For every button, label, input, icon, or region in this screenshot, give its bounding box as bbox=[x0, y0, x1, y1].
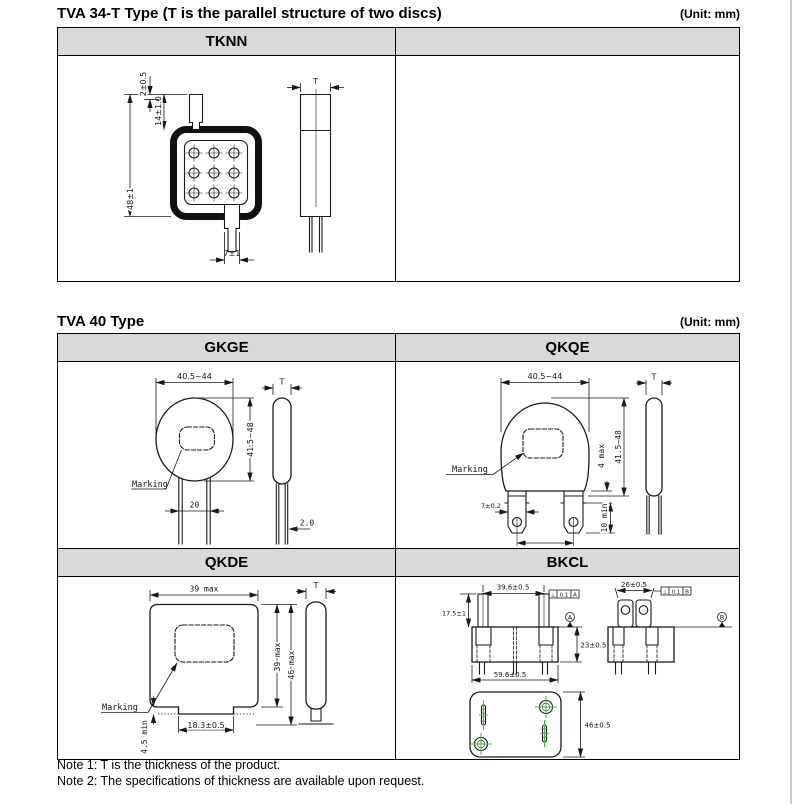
gkge-marking-area bbox=[180, 427, 215, 450]
qkqe-dim-tab-exposed: 10 min bbox=[600, 503, 609, 533]
qkqe-marking-area bbox=[523, 429, 563, 458]
qkde-side-outline bbox=[306, 602, 326, 709]
table2-header-row2 bbox=[58, 548, 739, 577]
gkge-dim-lead-spacing: 20 bbox=[189, 500, 200, 510]
qkqe-dim-width: 40.5~44 bbox=[527, 372, 563, 381]
bkcl-front-dimensions bbox=[442, 584, 606, 684]
cell-tknn-drawing bbox=[58, 56, 396, 281]
qkqe-dim-height: 41.5~48 bbox=[614, 430, 623, 464]
bkcl-tol-value-b: 0.1 bbox=[671, 589, 681, 596]
header-cell-bkcl: BKCL bbox=[546, 554, 589, 571]
bkcl-side-tab-hole-right bbox=[639, 606, 648, 615]
table2-body-row1 bbox=[58, 362, 739, 548]
qkqe-outline-drawing bbox=[396, 362, 739, 548]
tknn-front-view bbox=[174, 95, 259, 252]
table-tva40 bbox=[57, 333, 740, 760]
tknn-dim-tab-length: 14±1.0 bbox=[154, 96, 163, 126]
qkqe-dim-epoxy: 4 max bbox=[597, 443, 606, 469]
bkcl-dim-tab-height: 17.5±1 bbox=[441, 609, 466, 618]
cell-qkde-drawing bbox=[58, 577, 396, 759]
tknn-dim-thickness: T bbox=[313, 77, 318, 86]
table1-title: TVA 34-T Type (T is the parallel structure of two discs) bbox=[57, 5, 442, 22]
table2-unit-label: (Unit: mm) bbox=[680, 315, 740, 329]
gkge-side-view bbox=[262, 378, 314, 545]
bkcl-bottom-view bbox=[470, 692, 610, 757]
bkcl-outline-drawing bbox=[396, 577, 739, 759]
qkde-marking-label: Marking bbox=[102, 703, 138, 713]
qkde-dim-total-height: 46 max bbox=[287, 650, 296, 680]
bkcl-tolerance-frame-a bbox=[544, 590, 579, 599]
header-cell-tknn: TKNN bbox=[58, 28, 396, 55]
cell-qkqe-drawing bbox=[396, 362, 739, 548]
qkde-dim-width: 39 max bbox=[189, 584, 219, 594]
qkde-outline-drawing bbox=[58, 577, 396, 759]
cell-bkcl-drawing bbox=[396, 577, 739, 759]
table1-unit-label: (Unit: mm) bbox=[680, 7, 740, 21]
qkde-front-view bbox=[150, 605, 258, 715]
bkcl-dim-tab-pitch: 39.6±0.5 bbox=[496, 583, 530, 592]
table2-title: TVA 40 Type bbox=[57, 313, 145, 330]
page-edge-line bbox=[790, 0, 792, 804]
tknn-outline-drawing bbox=[58, 56, 396, 281]
bkcl-datum-b-label: B bbox=[719, 613, 725, 622]
qkde-side-view bbox=[296, 581, 336, 724]
tknn-dim-bottom-tab: 7±1 bbox=[223, 249, 241, 258]
qkqe-side-outline bbox=[646, 398, 662, 496]
qkqe-side-view bbox=[636, 373, 672, 535]
gkge-dim-width: 40.5~44 bbox=[177, 372, 212, 381]
note-1: Note 1: T is the thickness of the product. bbox=[57, 758, 281, 772]
cell-gkge-drawing bbox=[58, 362, 396, 548]
tknn-top-tab bbox=[190, 95, 203, 130]
qkqe-dim-tab-width: 7±0.2 bbox=[481, 502, 501, 510]
qkde-dim-center-foot: 18.3±0.5 bbox=[187, 721, 225, 730]
bkcl-tolerance-frame-b bbox=[654, 587, 691, 596]
table2-body-row2 bbox=[58, 577, 739, 759]
qkqe-front-view bbox=[501, 403, 589, 533]
table1-header-row bbox=[58, 28, 739, 56]
table2-titlebar bbox=[57, 313, 740, 330]
table1-body-row bbox=[58, 56, 739, 281]
qkqe-dimensions bbox=[446, 372, 629, 546]
header-cell-qkde: QKDE bbox=[58, 549, 396, 576]
bkcl-datum-a bbox=[558, 613, 582, 628]
tknn-dim-top-tab: 2±0.5 bbox=[139, 71, 148, 97]
qkqe-disc-outline bbox=[501, 403, 589, 491]
qkde-marking-area bbox=[175, 625, 234, 662]
bkcl-dim-body-height: 23±0.5 bbox=[580, 641, 607, 650]
gkge-dim-lead-diameter: 2.0 bbox=[299, 518, 315, 528]
table-tva34t bbox=[57, 27, 740, 282]
bkcl-dim-bottom-height: 46±0.5 bbox=[584, 721, 611, 730]
tknn-dim-height: 48±1 bbox=[126, 188, 135, 210]
header-cell-qkqe: QKQE bbox=[545, 339, 590, 356]
header-cell-gkge: GKGE bbox=[58, 334, 396, 361]
qkde-dim-thickness: T bbox=[313, 581, 319, 590]
gkge-outline-drawing bbox=[58, 362, 396, 548]
tknn-disc-grid bbox=[186, 145, 243, 202]
bkcl-front-view bbox=[472, 594, 558, 674]
cell-empty bbox=[396, 56, 739, 281]
gkge-dim-height: 41.5~48 bbox=[246, 422, 255, 457]
bkcl-tol-value-a: 0.1 bbox=[559, 592, 569, 599]
tknn-bottom-tab bbox=[225, 205, 240, 252]
table2-header-row1 bbox=[58, 334, 739, 362]
gkge-dim-thickness: T bbox=[279, 377, 285, 387]
header-cell-empty bbox=[396, 28, 739, 55]
gkge-front-view bbox=[156, 398, 233, 544]
qkde-dim-body-height: 39 max bbox=[273, 642, 282, 672]
gkge-dimensions bbox=[131, 372, 255, 511]
bkcl-dim-body-width: 59.6±0.5 bbox=[493, 671, 527, 679]
bkcl-tol-symbol-a: ⊥ bbox=[550, 592, 556, 599]
notes-block bbox=[57, 758, 757, 789]
bkcl-tol-symbol-b: ⊥ bbox=[662, 589, 668, 596]
qkde-dimensions bbox=[101, 585, 297, 754]
bkcl-dim-side-pitch: 26±0.5 bbox=[621, 581, 647, 589]
table1-titlebar bbox=[57, 5, 740, 22]
bkcl-tol-datum-ref-a: A bbox=[573, 592, 577, 599]
bkcl-tol-datum-ref-b: B bbox=[685, 589, 689, 596]
bkcl-datum-b bbox=[674, 613, 732, 628]
qkde-dim-standoff: 4.5 min bbox=[140, 720, 149, 754]
bkcl-side-view bbox=[608, 581, 732, 674]
bkcl-side-tab-hole-left bbox=[621, 606, 630, 615]
gkge-side-outline bbox=[273, 398, 291, 484]
bkcl-center-marks bbox=[471, 696, 558, 755]
note-2: Note 2: The specifications of thickness are available upon request. bbox=[57, 773, 425, 788]
bkcl-datum-a-label: A bbox=[567, 613, 573, 622]
qkqe-marking-label: Marking bbox=[452, 465, 488, 475]
gkge-marking-label: Marking bbox=[132, 480, 168, 490]
qkqe-dim-thickness: T bbox=[651, 372, 657, 382]
gkge-disc-outline bbox=[156, 398, 233, 481]
tknn-side-view bbox=[287, 77, 344, 252]
qkde-body-outline bbox=[150, 605, 258, 715]
